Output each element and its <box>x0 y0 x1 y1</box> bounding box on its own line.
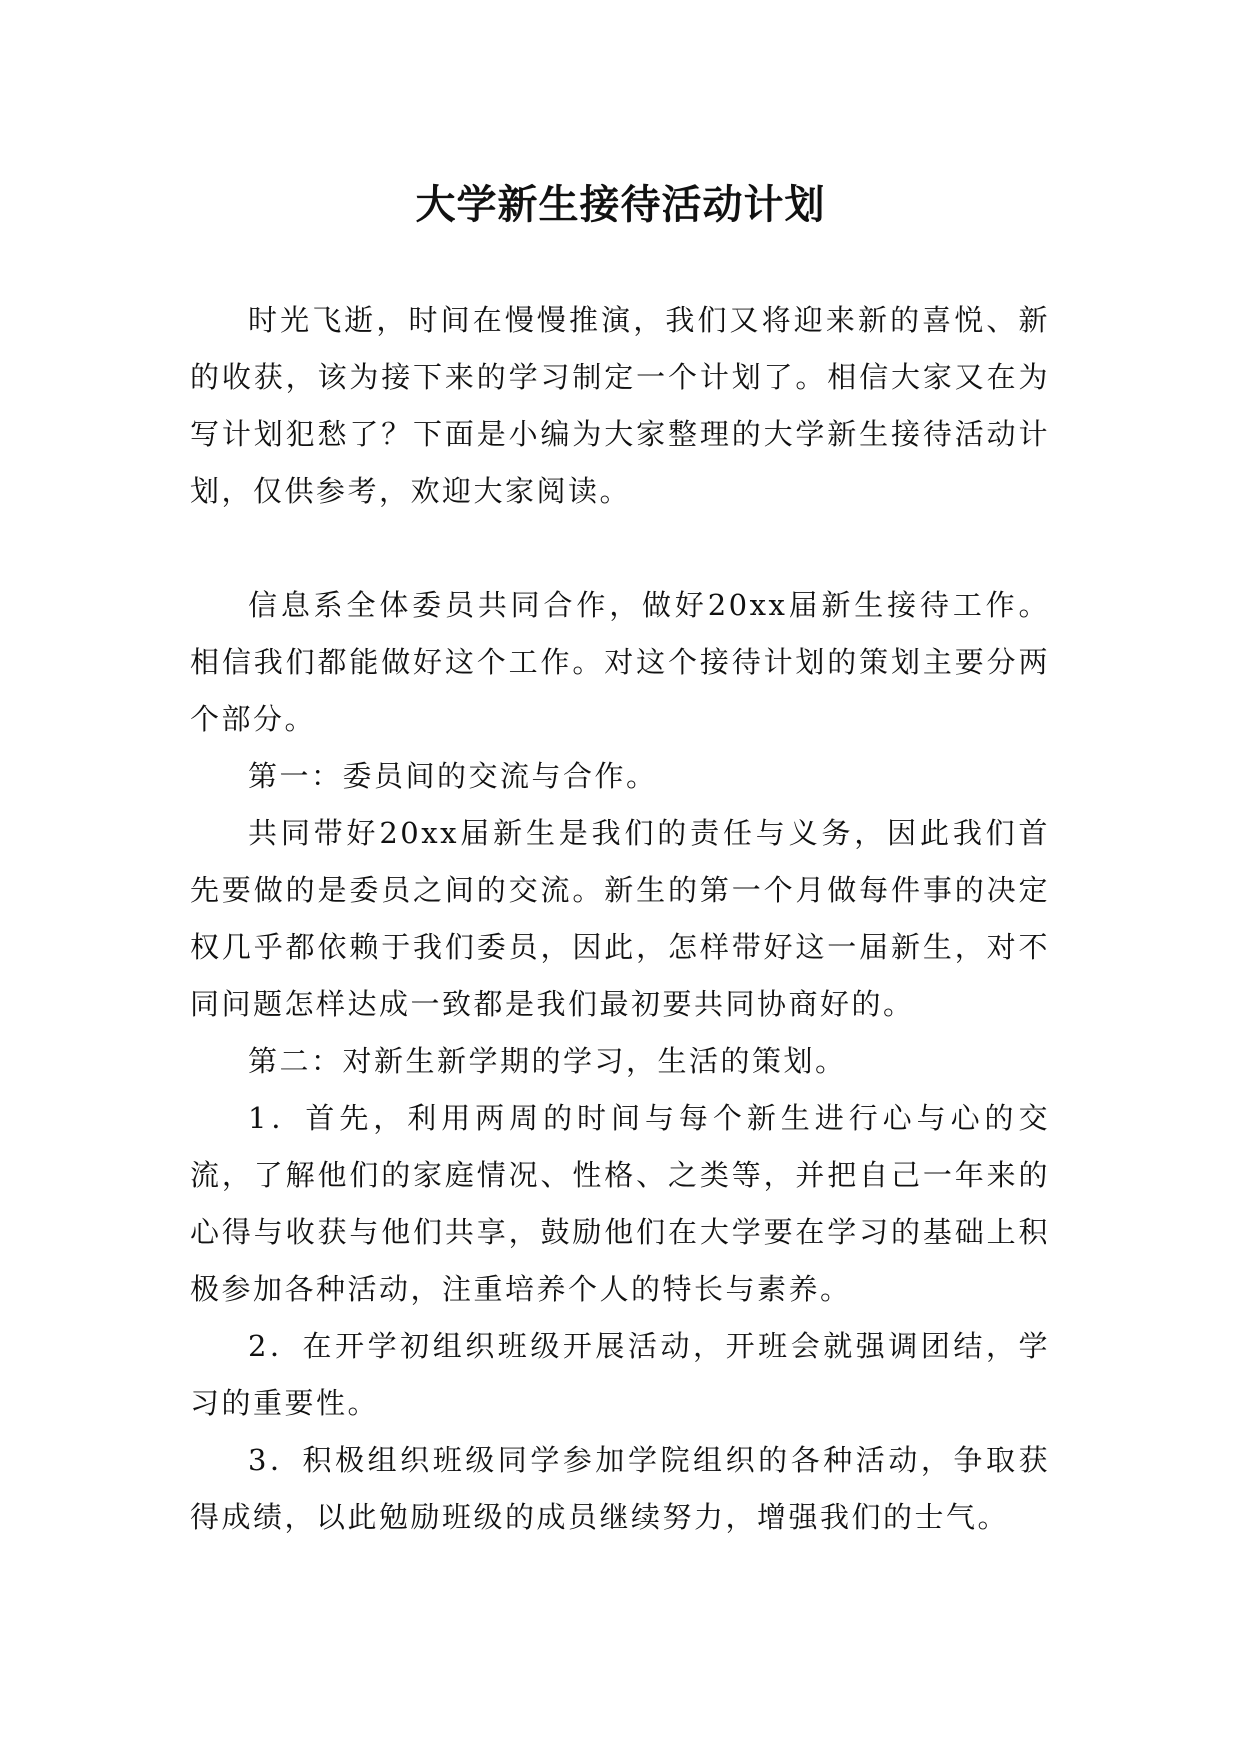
list-item-2: 2．在开学初组织班级开展活动，开班会就强调团结，学习的重要性。 <box>190 1329 1050 1420</box>
intro-paragraph: 时光飞逝，时间在慢慢推演，我们又将迎来新的喜悦、新的收获，该为接下来的学习制定一个计划了。相信大家又在为写计划犯愁了？下面是小编为大家整理的大学新生接待活动计划，仅供参考，欢迎大家阅读。 <box>190 303 1050 508</box>
document-body <box>190 292 1050 1546</box>
list-item-1: 1．首先，利用两周的时间与每个新生进行心与心的交流，了解他们的家庭情况、性格、之类等，并把自己一年来的心得与收获与他们共享，鼓励他们在大学要在学习的基础上积极参加各种活动，注重培养个人的特长与素养。 <box>190 1101 1050 1306</box>
paragraph-spacer <box>190 520 1050 577</box>
list-item-3: 3．积极组织班级同学参加学院组织的各种活动，争取获得成绩，以此勉励班级的成员继续努力，增强我们的士气。 <box>190 1443 1050 1534</box>
section-two-heading: 第二：对新生新学期的学习，生活的策划。 <box>248 1044 847 1078</box>
section-one-heading: 第一：委员间的交流与合作。 <box>248 759 658 793</box>
document-title: 大学新生接待活动计划 <box>415 181 826 228</box>
overview-paragraph: 信息系全体委员共同合作，做好20xx届新生接待工作。相信我们都能做好这个工作。对这个接待计划的策划主要分两个部分。 <box>190 588 1050 736</box>
section-one-paragraph: 共同带好20xx届新生是我们的责任与义务，因此我们首先要做的是委员之间的交流。新生的第一个月做每件事的决定权几乎都依赖于我们委员，因此，怎样带好这一届新生，对不同问题怎样达成一致都是我们最初要共同协商好的。 <box>190 816 1050 1021</box>
